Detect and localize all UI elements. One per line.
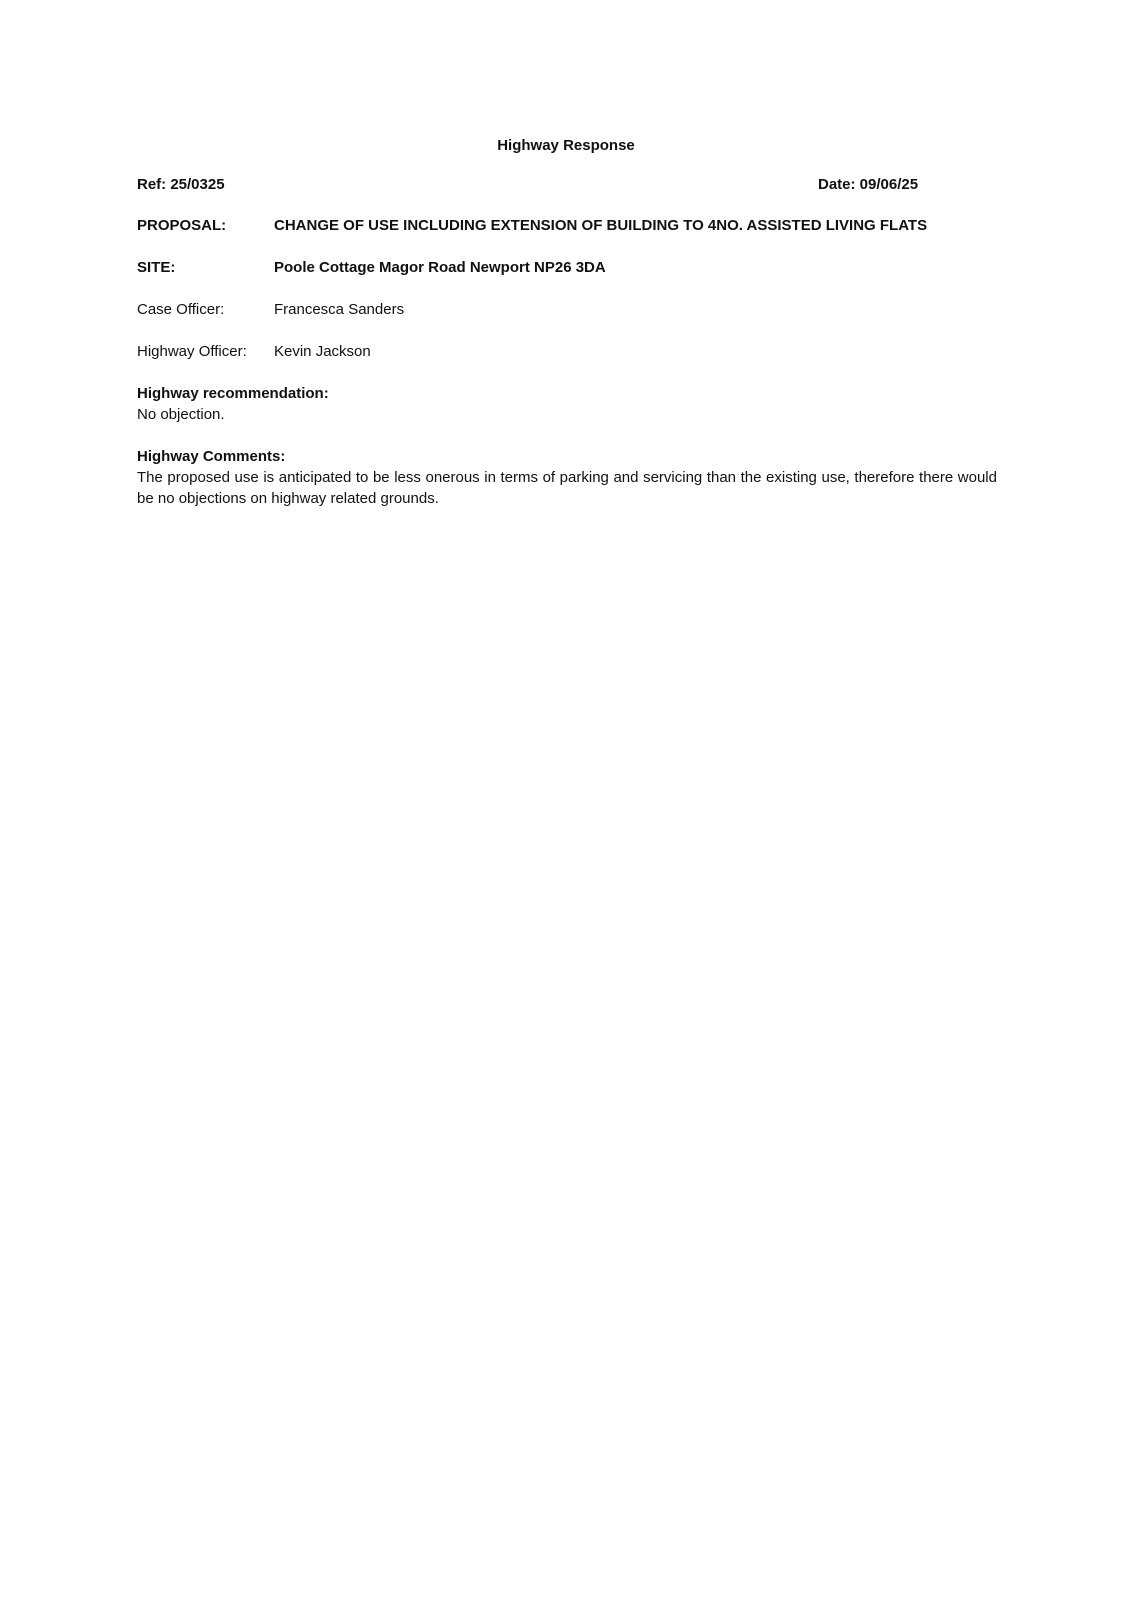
site-value: Poole Cottage Magor Road Newport NP26 3DA: [274, 259, 606, 276]
highway-officer-value: Kevin Jackson: [274, 343, 371, 360]
proposal-label: PROPOSAL:: [137, 217, 227, 234]
document-title: Highway Response: [497, 137, 635, 154]
recommendation-section: [137, 383, 997, 425]
recommendation-heading: Highway recommendation:: [137, 385, 329, 402]
recommendation-text: No objection.: [137, 406, 225, 423]
case-officer-label: Case Officer:: [137, 301, 225, 318]
document-date: Date: 09/06/25: [818, 176, 919, 193]
case-officer-value: Francesca Sanders: [274, 301, 405, 318]
comments-heading: Highway Comments:: [137, 448, 286, 465]
reference-number: Ref: 25/0325: [137, 176, 225, 193]
comments-section: [137, 446, 997, 509]
site-label: SITE:: [137, 259, 176, 276]
proposal-value: CHANGE OF USE INCLUDING EXTENSION OF BUILDING TO 4NO. ASSISTED LIVING FLATS: [274, 217, 928, 234]
highway-officer-label: Highway Officer:: [137, 343, 247, 360]
comments-text: The proposed use is anticipated to be less onerous in terms of parking and servicing than the existing use, therefore there would be no objections on highway related grounds.: [137, 469, 997, 507]
